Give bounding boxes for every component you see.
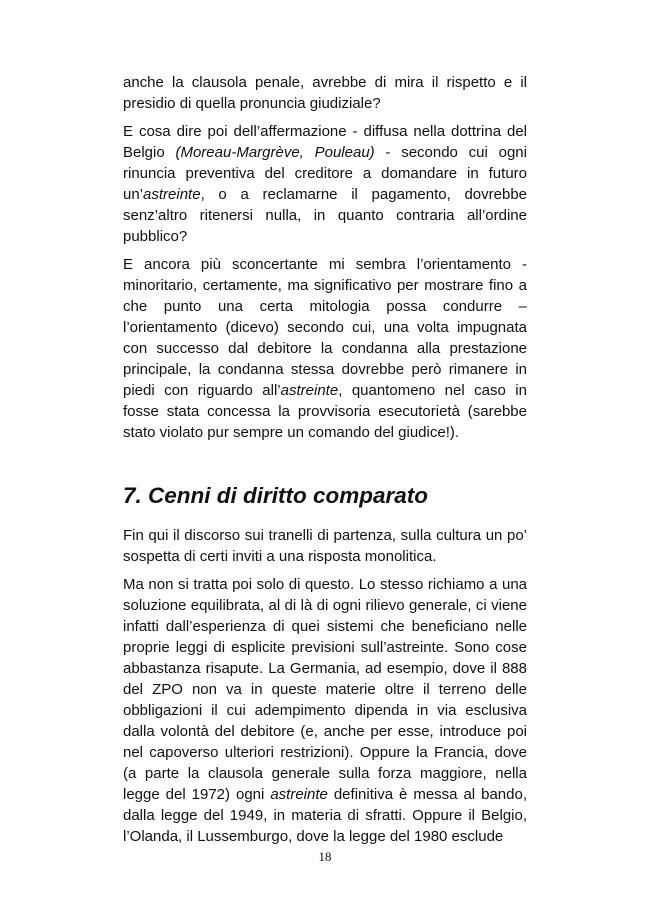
italic-text: astreinte	[270, 786, 328, 803]
text-run: anche la clausola penale, avrebbe di mira il rispetto e il presidio di quella pronuncia giudiziale?	[123, 74, 527, 112]
text-run: - secondo cui ogni rinuncia preventiva del creditore a domandare in futuro un’	[123, 144, 527, 203]
text-run: Ma non si tratta poi solo di questo. Lo stesso richiamo a una soluzione equilibrata, al di là di ogni rilievo generale, ci viene infatti dall’esperienza di quei sistemi che beneficiano nelle proprie leggi di esplicite previsioni sull’astreinte. Sono cose abbastanza risapute. La Germania, ad esempio, dove il 888 del ZPO non va in queste materie oltre il terreno delle obbligazioni il cui adempimento dipenda in via esclusiva dalla volontà del debitore (e, anche per esse, introduce poi nel capoverso ulteriori restrizioni). Oppure la Francia, dove (a parte la clausola generale sulla forza maggiore, nella legge del 1972) ogni	[123, 576, 527, 803]
page-body	[123, 72, 527, 845]
section-title: 7. Cenni di diritto comparato	[123, 483, 429, 508]
paragraph	[123, 72, 527, 114]
text-run: , o a reclamarne il pagamento, dovrebbe senz’altro ritenersi nulla, in quanto contraria all’ordine pubblico?	[123, 186, 527, 245]
italic-text: (Moreau-Margrève, Pouleau)	[175, 144, 375, 161]
paragraph	[123, 525, 527, 567]
italic-text: astreinte	[280, 382, 339, 399]
page-number: 18	[318, 849, 332, 864]
paragraph	[123, 254, 527, 443]
bottom-paragraphs	[123, 525, 527, 847]
text-run: Fin qui il discorso sui tranelli di partenza, sulla cultura un po’ sospetta di certi inviti a una risposta monolitica.	[123, 527, 527, 565]
text-run: , quantomeno nel caso in fosse stata concessa la provvisoria esecutorietà (sarebbe stato violato pur sempre un comando del giudice!).	[123, 382, 527, 441]
top-paragraphs	[123, 72, 527, 443]
text-run: E ancora più sconcertante mi sembra l’orientamento - minoritario, certamente, ma significativo per mostrare fino a che punto una certa mitologia possa condurre – l’orientamento (dicevo) secondo cui, una volta impugnata con successo dal debitore la condanna alla prestazione principale, la condanna stessa dovrebbe però rimanere in piedi con riguardo all’	[123, 256, 527, 399]
text-run: definitiva è messa al bando, dalla legge del 1949, in materia di sfratti. Oppure il Belgio, l’Olanda, il Lussemburgo, dove la legge del 1980 esclude	[123, 786, 527, 845]
paragraph	[123, 121, 527, 247]
paragraph	[123, 574, 527, 847]
text-run: E cosa dire poi dell’affermazione - diffusa nella dottrina del Belgio	[123, 123, 527, 161]
italic-text: astreinte	[143, 186, 201, 203]
